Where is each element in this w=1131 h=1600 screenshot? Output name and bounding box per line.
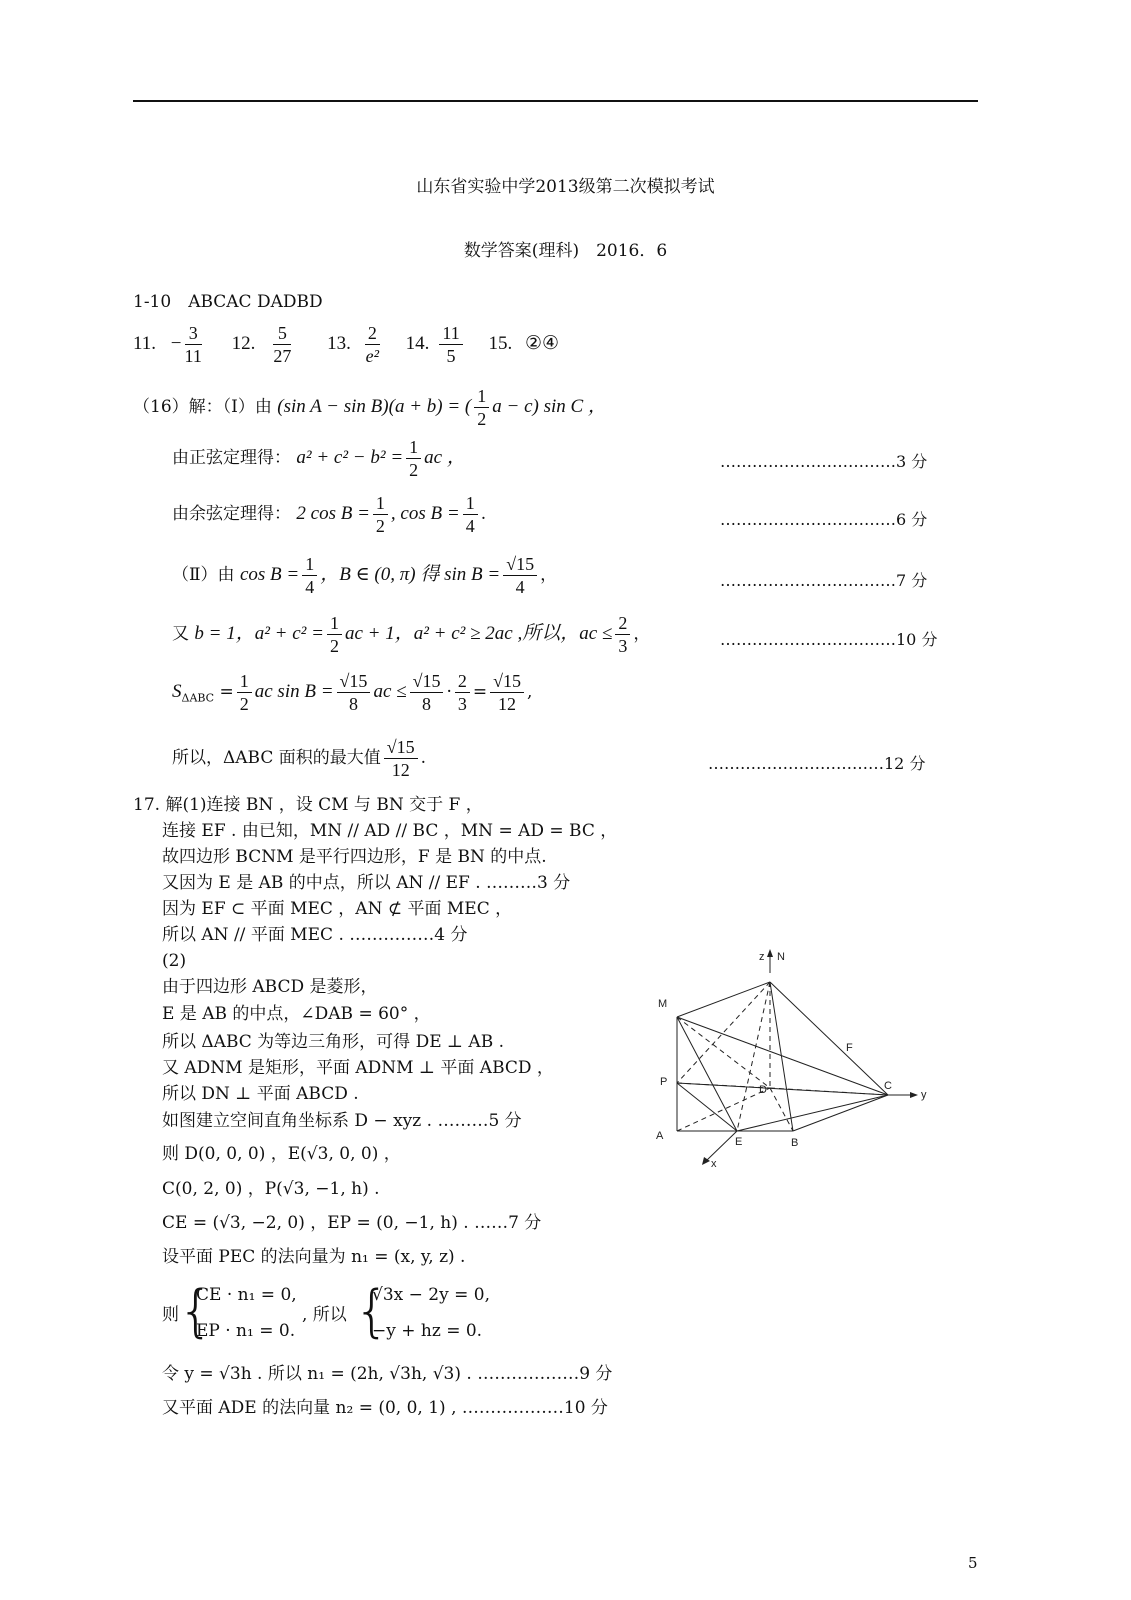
q17-line4: 又因为 E 是 AB 的中点，所以 AN // EF . ………3 分	[162, 873, 571, 893]
x-axis	[706, 1131, 737, 1161]
q17-line5: 因为 EF ⊂ 平面 MEC ，AN ⊄ 平面 MEC ，	[162, 899, 513, 919]
q16-points-7: ……………………………7 分	[720, 571, 928, 590]
label-A: A	[656, 1130, 664, 1142]
page-subtitle: 数学答案(理科) 2016．6	[463, 241, 668, 261]
edge-NB	[770, 982, 793, 1131]
q17-line14: 则 D(0, 0, 0) ，E(√3, 0, 0) ，	[162, 1144, 401, 1164]
q16-line1: （16）解：（Ⅰ）由 (sin A − sin B)(a + b) = ( $\frac{1}{2}$ a − c) sin C ，	[133, 386, 607, 429]
q17-line8: 由于四边形 ABCD 是菱形，	[162, 977, 378, 997]
q17-line16: CE = (√3, −2, 0) ，EP = (0, −1, h) . ……7 分	[162, 1213, 542, 1233]
q17-line7: (2)	[162, 951, 187, 971]
edge-MD	[677, 1017, 770, 1088]
q16-points-3: ……………………………3 分	[720, 452, 928, 471]
edge-EC	[737, 1095, 888, 1131]
q17-line1: 17. 解(1)连接 BN ，设 CM 与 BN 交于 F ，	[133, 795, 483, 815]
q13-fraction: $\frac{2}{\text{e²}}$	[365, 323, 380, 367]
page-title: 山东省实验中学2013级第二次模拟考试	[416, 177, 715, 197]
fill-answers: 11. − $\frac{3}{11}$ 12. $\frac{5}{27}$ 13. $\frac{2}{\text{e²}}$ 14. $\frac{11}{5}$ 15. ②④	[133, 323, 560, 367]
edge-NP	[677, 982, 770, 1083]
q17-line19: 又平面 ADE 的法向量 n₂ = (0, 0, 1) , ………………10 分	[162, 1398, 608, 1418]
q17-line10: 所以 ΔABC 为等边三角形，可得 DE ⊥ AB .	[162, 1032, 504, 1052]
q11-fraction: $\frac{3}{11}$	[184, 323, 202, 367]
label-y: y	[921, 1089, 927, 1101]
edge-NC	[770, 982, 888, 1095]
geometry-figure	[640, 945, 940, 1175]
q17-line11: 又 ADNM 是矩形，平面 ADNM ⊥ 平面 ABCD ，	[162, 1058, 554, 1078]
label-C: C	[884, 1080, 892, 1092]
edge-ME	[677, 1017, 737, 1131]
q16-points-10: ……………………………10 分	[720, 630, 938, 649]
label-x: x	[711, 1158, 717, 1170]
header-rule	[133, 100, 978, 102]
page-number: 5	[968, 1554, 978, 1572]
edge-NE	[737, 982, 770, 1131]
q16-line5: 又 b = 1，a² + c² = $\frac{1}{2}$ ac + 1，a² + c² ≥ 2ac ,所以，ac ≤ $\frac{2}{3}$ ，	[172, 613, 651, 656]
label-M: M	[658, 998, 668, 1010]
label-P: P	[660, 1076, 668, 1088]
q16-points-12: ……………………………12 分	[708, 754, 926, 773]
q16-points-6: ……………………………6 分	[720, 510, 928, 529]
q17-line17: 设平面 PEC 的法向量为 n₁ = (x, y, z) .	[162, 1247, 466, 1267]
label-E: E	[735, 1136, 743, 1148]
q17-line12: 所以 DN ⊥ 平面 ABCD .	[162, 1084, 359, 1104]
label-B: B	[791, 1137, 799, 1149]
q16-line3: 由余弦定理得： 2 cos B = $\frac{1}{2}$ , cos B = $\frac{1}{4}$ .	[172, 493, 487, 536]
q17-line2: 连接 EF . 由已知，MN // AD // BC ，MN = AD = BC ，	[162, 821, 618, 841]
choice-answers: 1-10 ABCAC DADBD	[133, 292, 323, 312]
edge-MC	[677, 1017, 888, 1095]
q16-line6: $S_{\Delta ABC}$ = $\frac{1}{2}$ ac sin B = $\frac{√15}{8}$ ac ≤ $\frac{√15}{8}$ · $\frac{2}{3}$ = $\frac{√15}{12}$ ,	[172, 671, 533, 714]
q17-line18: 令 y = √3h . 所以 n₁ = (2h, √3h, √3) . ………………9 分	[162, 1364, 613, 1384]
q16-line7: 所以，ΔABC 面积的最大值 $\frac{√15}{12}$ .	[172, 737, 427, 780]
edge-BC	[793, 1095, 888, 1131]
label-N: N	[777, 951, 785, 963]
edge-MN	[677, 982, 770, 1017]
label-z: z	[759, 951, 765, 963]
q16-line4: （Ⅱ）由 cos B = $\frac{1}{4}$ ，B ∈ (0, π) 得 sin B = $\frac{√15}{4}$ ，	[172, 554, 558, 597]
q17-line13: 如图建立空间直角坐标系 D − xyz . ………5 分	[162, 1111, 522, 1131]
q17-line3: 故四边形 BCNM 是平行四边形，F 是 BN 的中点.	[162, 847, 547, 867]
q17-line6: 所以 AN // 平面 MEC . ……………4 分	[162, 925, 468, 945]
q17-line9: E 是 AB 的中点，∠DAB = 60° ，	[162, 1004, 431, 1024]
q12-fraction: $\frac{5}{27}$	[273, 323, 292, 367]
q14-fraction: $\frac{11}{5}$	[439, 322, 462, 367]
label-F: F	[846, 1042, 853, 1054]
q17-line15: C(0, 2, 0) ，P(√3, −1, h) .	[162, 1179, 380, 1199]
label-D: D	[759, 1084, 767, 1096]
q16-line2: 由正弦定理得： a² + c² − b² = $\frac{1}{2}$ ac ，	[172, 437, 466, 480]
